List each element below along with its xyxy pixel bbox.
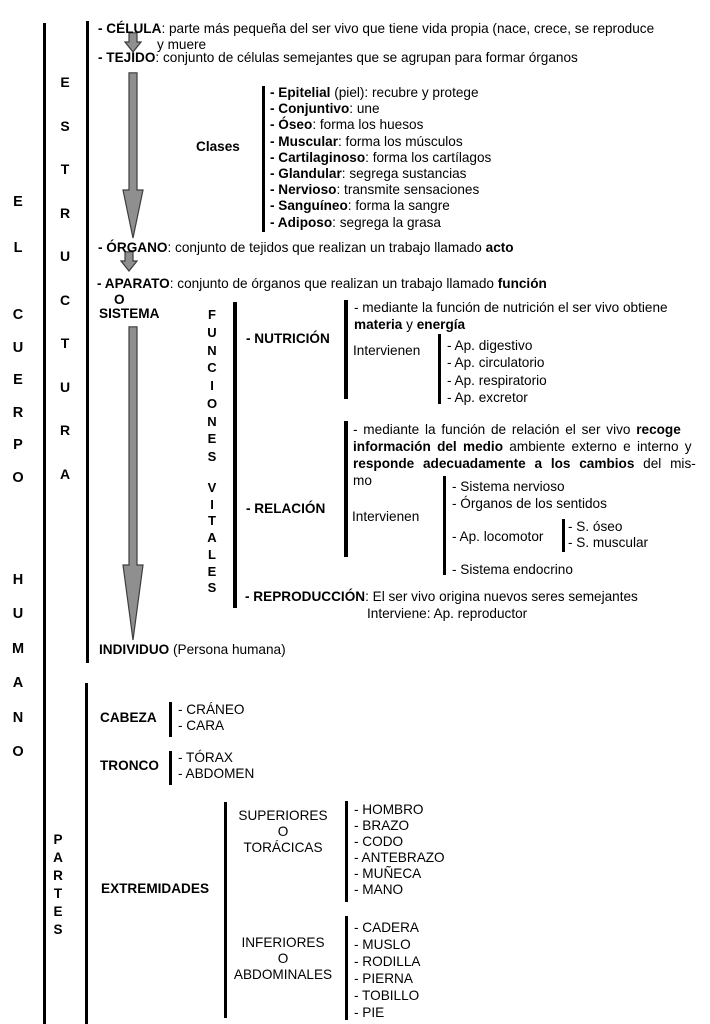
celula-line-cont: y muere: [157, 37, 207, 52]
tronco-item: - ABDOMEN: [178, 766, 255, 781]
nutricion-aparatos-list: [447, 337, 547, 407]
superiores-item: - ANTEBRAZO: [354, 850, 445, 865]
reproduccion-line: - REPRODUCCIÓN: El ser vivo origina nuevos seres semejantes: [245, 589, 638, 604]
clases-item: - Nervioso: transmite sensaciones: [270, 182, 480, 198]
estructura-bracket: [86, 21, 89, 663]
superiores-heading-line: SUPERIORES: [238, 808, 328, 823]
relacion-desc-line4: mo: [353, 473, 372, 488]
superiores-item: - MANO: [354, 882, 404, 897]
rail-title-humano: H U M A N O: [11, 572, 25, 761]
rail-vitales: V I T A L E S: [207, 480, 217, 596]
inferiores-item: - PIERNA: [354, 971, 413, 986]
clases-bracket: [262, 86, 265, 232]
inferiores-heading: [231, 935, 335, 983]
cabeza-item: - CARA: [178, 718, 225, 733]
inferiores-item: - TOBILLO: [354, 988, 420, 1003]
nutricion-aparato-item: - Ap. excretor: [447, 390, 528, 406]
inferiores-heading-line: ABDOMINALES: [233, 967, 333, 982]
superiores-item: - HOMBRO: [354, 802, 424, 817]
tronco-item: - TÓRAX: [178, 750, 233, 765]
superiores-item: - BRAZO: [354, 818, 410, 833]
inferiores-item: - PIE: [354, 1005, 385, 1020]
inferiores-list: [354, 919, 420, 1021]
reproduccion-interviene-line: Interviene: Ap. reproductor: [367, 606, 528, 621]
clases-label: Clases: [196, 139, 240, 154]
inferiores-bracket: [345, 916, 348, 1020]
organo-line: - ÓRGANO: conjunto de tejidos que realizan un trabajo llamado acto: [98, 240, 514, 255]
rail-title-cuerpo: C U E R P O: [12, 307, 24, 486]
relacion-item-organos: - Órganos de los sentidos: [452, 496, 607, 511]
cabeza-list: [178, 702, 244, 734]
clases-list: [270, 85, 491, 231]
sistema-label: SISTEMA: [99, 306, 160, 321]
relacion-intervienen-label: Intervienen: [352, 509, 420, 524]
locomotor-bracket: [562, 519, 565, 552]
nutricion-desc-line2: materia y energía: [354, 317, 466, 332]
down-arrow-icon: [122, 72, 144, 239]
superiores-item: - CODO: [354, 834, 404, 849]
superiores-heading-line: TORÁCICAS: [243, 840, 323, 855]
superiores-list: [354, 802, 445, 898]
aparato-o-label: O: [114, 292, 125, 307]
cabeza-label: CABEZA: [100, 710, 157, 725]
tronco-label: TRONCO: [100, 758, 159, 773]
clases-item: - Glandular: segrega sustancias: [270, 166, 467, 182]
clases-item: - Adiposo: segrega la grasa: [270, 214, 441, 230]
locomotor-sistema-item: - S. muscular: [568, 535, 649, 550]
nutricion-label: - NUTRICIÓN: [246, 331, 330, 346]
clases-item: - Conjuntivo: une: [270, 101, 380, 117]
partes-bracket: [85, 683, 88, 1024]
tronco-bracket: [169, 751, 172, 785]
tejido-line: - TEJIDO: conjunto de células semejantes que se agrupan para formar órganos: [98, 50, 578, 65]
relacion-item-locomotor: - Ap. locomotor: [452, 529, 544, 544]
aparato-line: - APARATO: conjunto de órganos que realizan un trabajo llamado función: [97, 276, 547, 291]
inferiores-item: - RODILLA: [354, 954, 421, 969]
inferiores-heading-line: O: [277, 951, 289, 966]
superiores-heading: [231, 808, 335, 856]
rail-title-el: E L: [13, 194, 23, 256]
relacion-desc-line1: - mediante la función de relación el ser vivo recoge: [353, 422, 681, 437]
down-arrow-icon: [122, 326, 144, 641]
cabeza-bracket: [169, 702, 172, 737]
locomotor-sistemas-list: [568, 519, 648, 551]
rail-estructura: E S T R U C T U R A: [59, 74, 71, 482]
superiores-bracket: [345, 801, 348, 902]
funciones-vitales-bracket: [233, 302, 237, 608]
relacion-item-endocrino: - Sistema endocrino: [452, 562, 573, 577]
relacion-bracket: [344, 421, 348, 557]
locomotor-sistema-item: - S. óseo: [568, 519, 623, 534]
clases-item: - Epitelial (piel): recubre y protege: [270, 85, 479, 100]
superiores-heading-line: O: [277, 824, 289, 839]
extremidades-label: EXTREMIDADES: [101, 881, 210, 896]
superiores-item: - MUÑECA: [354, 866, 422, 881]
rail-partes: P A R T E S: [53, 832, 63, 937]
nutricion-aparato-item: - Ap. circulatorio: [447, 355, 545, 371]
relacion-item-nervioso: - Sistema nervioso: [452, 479, 565, 494]
nutricion-aparato-item: - Ap. respiratorio: [447, 372, 547, 388]
clases-item: - Sanguíneo: forma la sangre: [270, 198, 450, 214]
tronco-list: [178, 750, 254, 782]
clases-item: - Muscular: forma los músculos: [270, 133, 463, 149]
nutricion-bracket: [344, 300, 348, 399]
individuo-line: INDIVIDUO (Persona humana): [99, 642, 286, 657]
nutricion-desc-line1: - mediante la función de nutrición el ser vivo obtiene: [354, 300, 668, 315]
relacion-desc-line2: información del medio ambiente externo e interno y: [353, 439, 692, 454]
inferiores-item: - MUSLO: [354, 937, 411, 952]
relacion-label: - RELACIÓN: [246, 501, 326, 516]
celula-line: - CÉLULA: parte más pequeña del ser vivo que tiene vida propia (nace, crece, se reproduce: [98, 21, 655, 36]
clases-item: - Cartilaginoso: forma los cartílagos: [270, 149, 492, 165]
extremidades-bracket: [224, 802, 227, 1018]
rail-funciones: F U N C I O N E S: [206, 307, 218, 464]
inferiores-heading-line: INFERIORES: [241, 935, 325, 950]
nutricion-intervienen-label: Intervienen: [353, 343, 421, 358]
relacion-intervienen-bracket: [443, 476, 446, 575]
cabeza-item: - CRÁNEO: [178, 702, 245, 717]
clases-item: - Óseo: forma los huesos: [270, 117, 424, 133]
nutricion-aparato-item: - Ap. digestivo: [447, 338, 533, 353]
main-rail-line: [43, 23, 46, 1024]
nutricion-intervienen-bracket: [438, 334, 441, 404]
relacion-desc-line3: responde adecuadamente a los cambios del mis-: [353, 456, 696, 471]
inferiores-item: - CADERA: [354, 920, 419, 935]
